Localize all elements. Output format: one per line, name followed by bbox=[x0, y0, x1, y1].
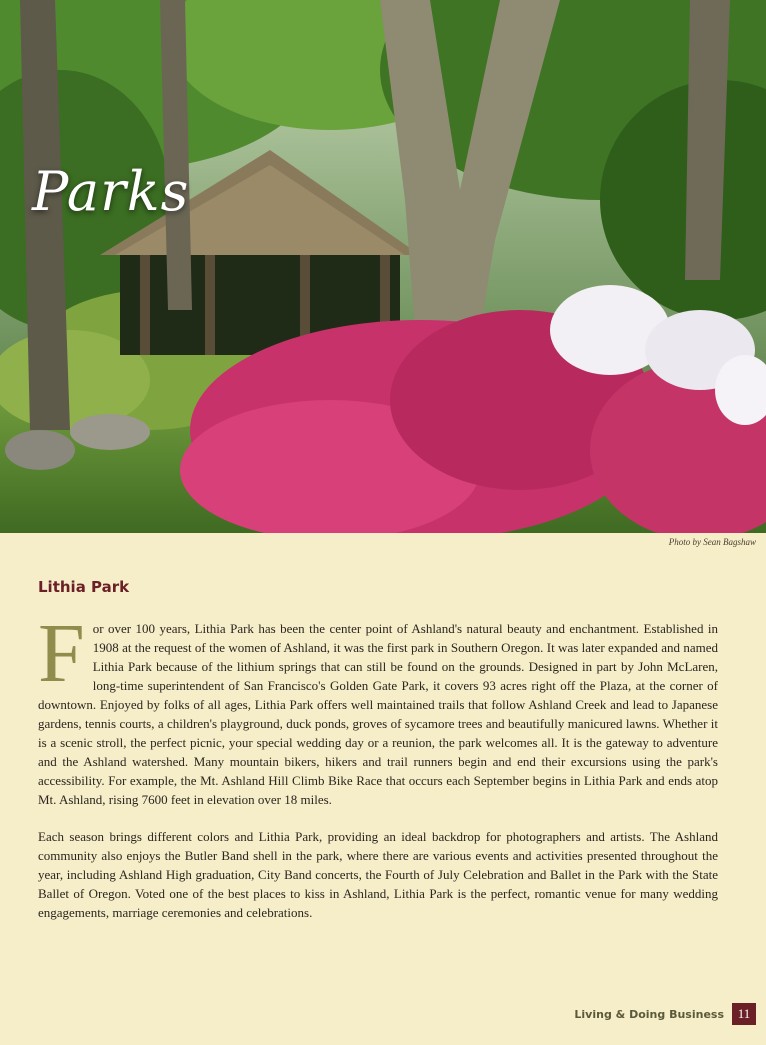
section-title: Parks bbox=[32, 160, 190, 223]
page-number: 11 bbox=[732, 1003, 756, 1025]
article-heading: Lithia Park bbox=[38, 578, 130, 596]
page-footer bbox=[574, 1003, 756, 1025]
photo-credit: Photo by Sean Bagshaw bbox=[668, 537, 756, 547]
paragraph-1-text: or over 100 years, Lithia Park has been the center point of Ashland's natural beauty and enchantment. Established in 1908 at the request of the women of Ashland, it was the first park in Southern Oregon. It was later expanded and named Lithia Park because of the lithium springs that can still be found on the grounds. Designed in part by John McLaren, long-time superintendent of San Francisco's Golden Gate Park, it covers 93 acres right off the Plaza, at the corner of downtown. Enjoyed by folks of all ages, Lithia Park offers well maintained trails that follow Ashland Creek and lead to Japanese gardens, tennis courts, a children's playground, duck ponds, groves of sycamore trees and beautifully manicured lawns. Whether it is a scenic stroll, the perfect picnic, your special wedding day or a reunion, the park welcomes all. It is the gateway to adventure and the Ashland watershed. Many mountain bikers, hikers and trail runners begin and end their excursions using the park's accessibility. For example, the Mt. Ashland Hill Climb Bike Race that occurs each September begins in Lithia Park and ends atop Mt. Ashland, rising 7600 feet in elevation over 18 miles. bbox=[38, 621, 718, 807]
paragraph-2: Each season brings different colors and Lithia Park, providing an ideal backdrop for photographers and artists. The Ashland community also enjoys the Butler Band shell in the park, where there are various events and activities presented throughout the year, including Ashland High graduation, City Band concerts, the Fourth of July Celebration and Ballet in the Park with the State Ballet of Oregon. Voted one of the best places to kiss in Ashland, Lithia Park is the perfect, romantic venue for many wedding engagements, marriage ceremonies and celebrations. bbox=[38, 829, 718, 920]
drop-cap: F bbox=[38, 607, 85, 700]
article-body bbox=[38, 607, 718, 940]
footer-label: Living & Doing Business bbox=[574, 1007, 724, 1021]
paragraph-1 bbox=[38, 607, 718, 809]
